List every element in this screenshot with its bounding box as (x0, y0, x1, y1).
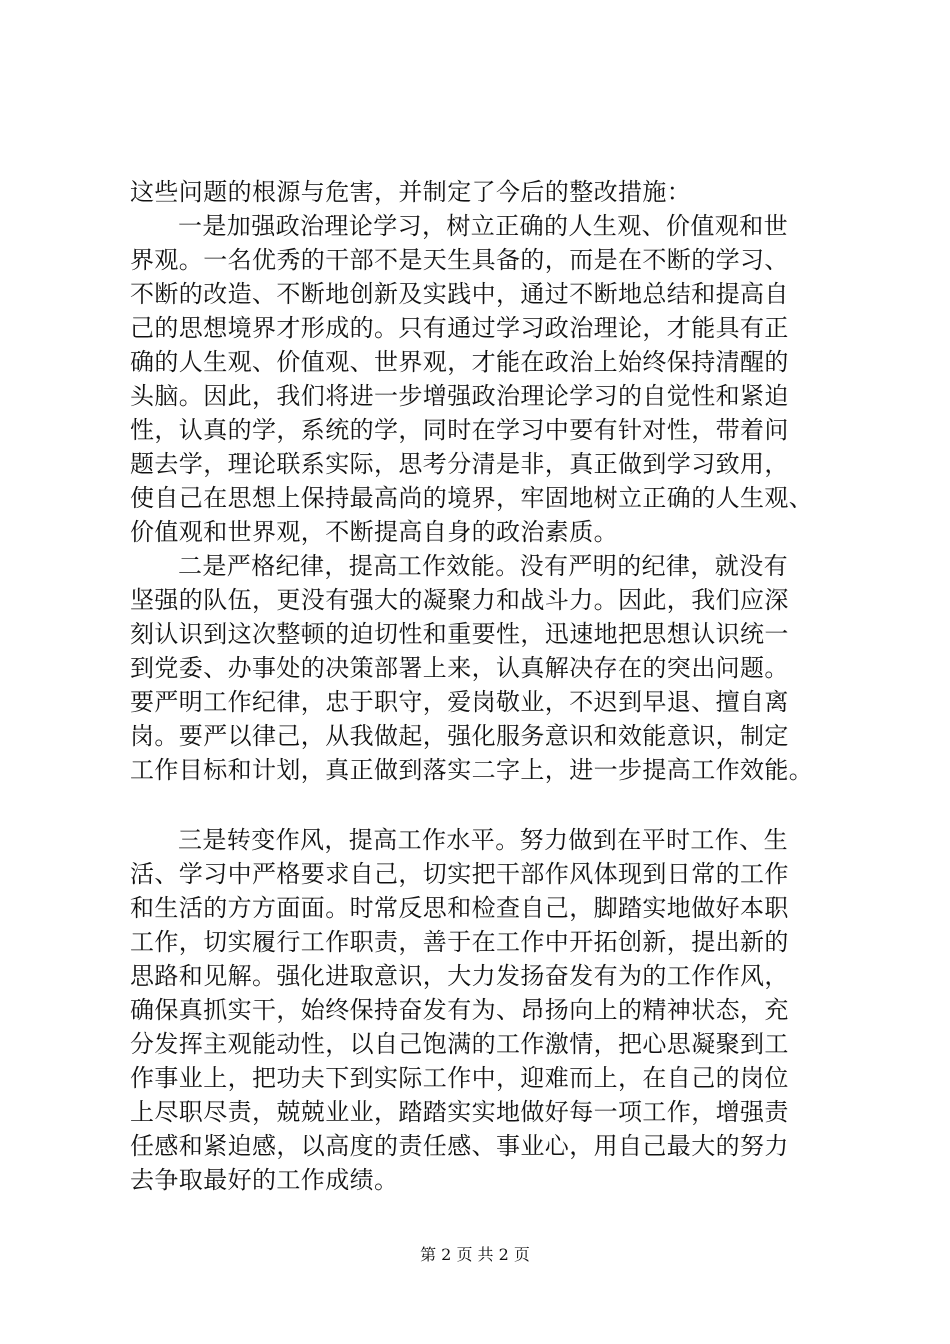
text-line: 三是转变作风，提高工作水平。努力做到在平时工作、生 (178, 826, 788, 854)
text-line: 界观。一名优秀的干部不是天生具备的，而是在不断的学习、 (130, 246, 789, 274)
text-line: 刻认识到这次整顿的迫切性和重要性，迅速地把思想认识统一 (130, 620, 789, 648)
text-line: 到党委、办事处的决策部署上来，认真解决存在的突出问题。 (130, 654, 789, 682)
paragraph-political-study (130, 209, 830, 549)
text-line: 任感和紧迫感，以高度的责任感、事业心，用自己最大的努力 (130, 1132, 789, 1160)
text-line: 分发挥主观能动性，以自己饱满的工作激情，把心思凝聚到工 (130, 1030, 789, 1058)
text-line: 这些问题的根源与危害，并制定了今后的整改措施： (130, 178, 692, 206)
text-line: 价值观和世界观，不断提高自身的政治素质。 (130, 518, 618, 546)
text-line: 题去学，理论联系实际，思考分清是非，真正做到学习致用， (130, 450, 789, 478)
paragraph-spacer (130, 787, 830, 823)
text-line: 使自己在思想上保持最高尚的境界，牢固地树立正确的人生观、 (130, 484, 814, 512)
text-line: 二是严格纪律，提高工作效能。没有严明的纪律，就没有 (178, 552, 788, 580)
text-line: 要严明工作纪律，忠于职守，爱岗敬业，不迟到早退、擅自离 (130, 688, 789, 716)
text-line: 坚强的队伍，更没有强大的凝聚力和战斗力。因此，我们应深 (130, 586, 789, 614)
text-line: 不断的改造、不断地创新及实践中，通过不断地总结和提高自 (130, 280, 789, 308)
text-line: 性，认真的学，系统的学，同时在学习中要有针对性，带着问 (130, 416, 789, 444)
text-line: 上尽职尽责，兢兢业业，踏踏实实地做好每一项工作，增强责 (130, 1098, 789, 1126)
text-line: 确的人生观、价值观、世界观，才能在政治上始终保持清醒的 (130, 348, 789, 376)
text-line: 作事业上，把功夫下到实际工作中，迎难而上，在自己的岗位 (130, 1064, 789, 1092)
paragraph-work-style (130, 823, 830, 1197)
text-line: 和生活的方方面面。时常反思和检查自己，脚踏实地做好本职 (130, 894, 789, 922)
text-line: 思路和见解。强化进取意识，大力发扬奋发有为的工作作风， (130, 962, 789, 990)
text-line: 确保真抓实干，始终保持奋发有为、昂扬向上的精神状态，充 (130, 996, 789, 1024)
paragraph-discipline (130, 549, 830, 787)
text-line: 工作，切实履行工作职责，善于在工作中开拓创新，提出新的 (130, 928, 789, 956)
page-number-footer: 第 2 页 共 2 页 (420, 1245, 530, 1264)
paragraph-intro (130, 175, 830, 209)
text-line: 头脑。因此，我们将进一步增强政治理论学习的自觉性和紧迫 (130, 382, 789, 410)
text-line: 岗。要严以律己，从我做起，强化服务意识和效能意识，制定 (130, 722, 789, 750)
document-body (130, 175, 830, 1197)
text-line: 一是加强政治理论学习，树立正确的人生观、价值观和世 (178, 212, 788, 240)
text-line: 去争取最好的工作成绩。 (130, 1166, 399, 1194)
text-line: 己的思想境界才形成的。只有通过学习政治理论，才能具有正 (130, 314, 789, 342)
text-line: 活、学习中严格要求自己，切实把干部作风体现到日常的工作 (130, 860, 789, 888)
text-line: 工作目标和计划，真正做到落实二字上，进一步提高工作效能。 (130, 756, 814, 784)
